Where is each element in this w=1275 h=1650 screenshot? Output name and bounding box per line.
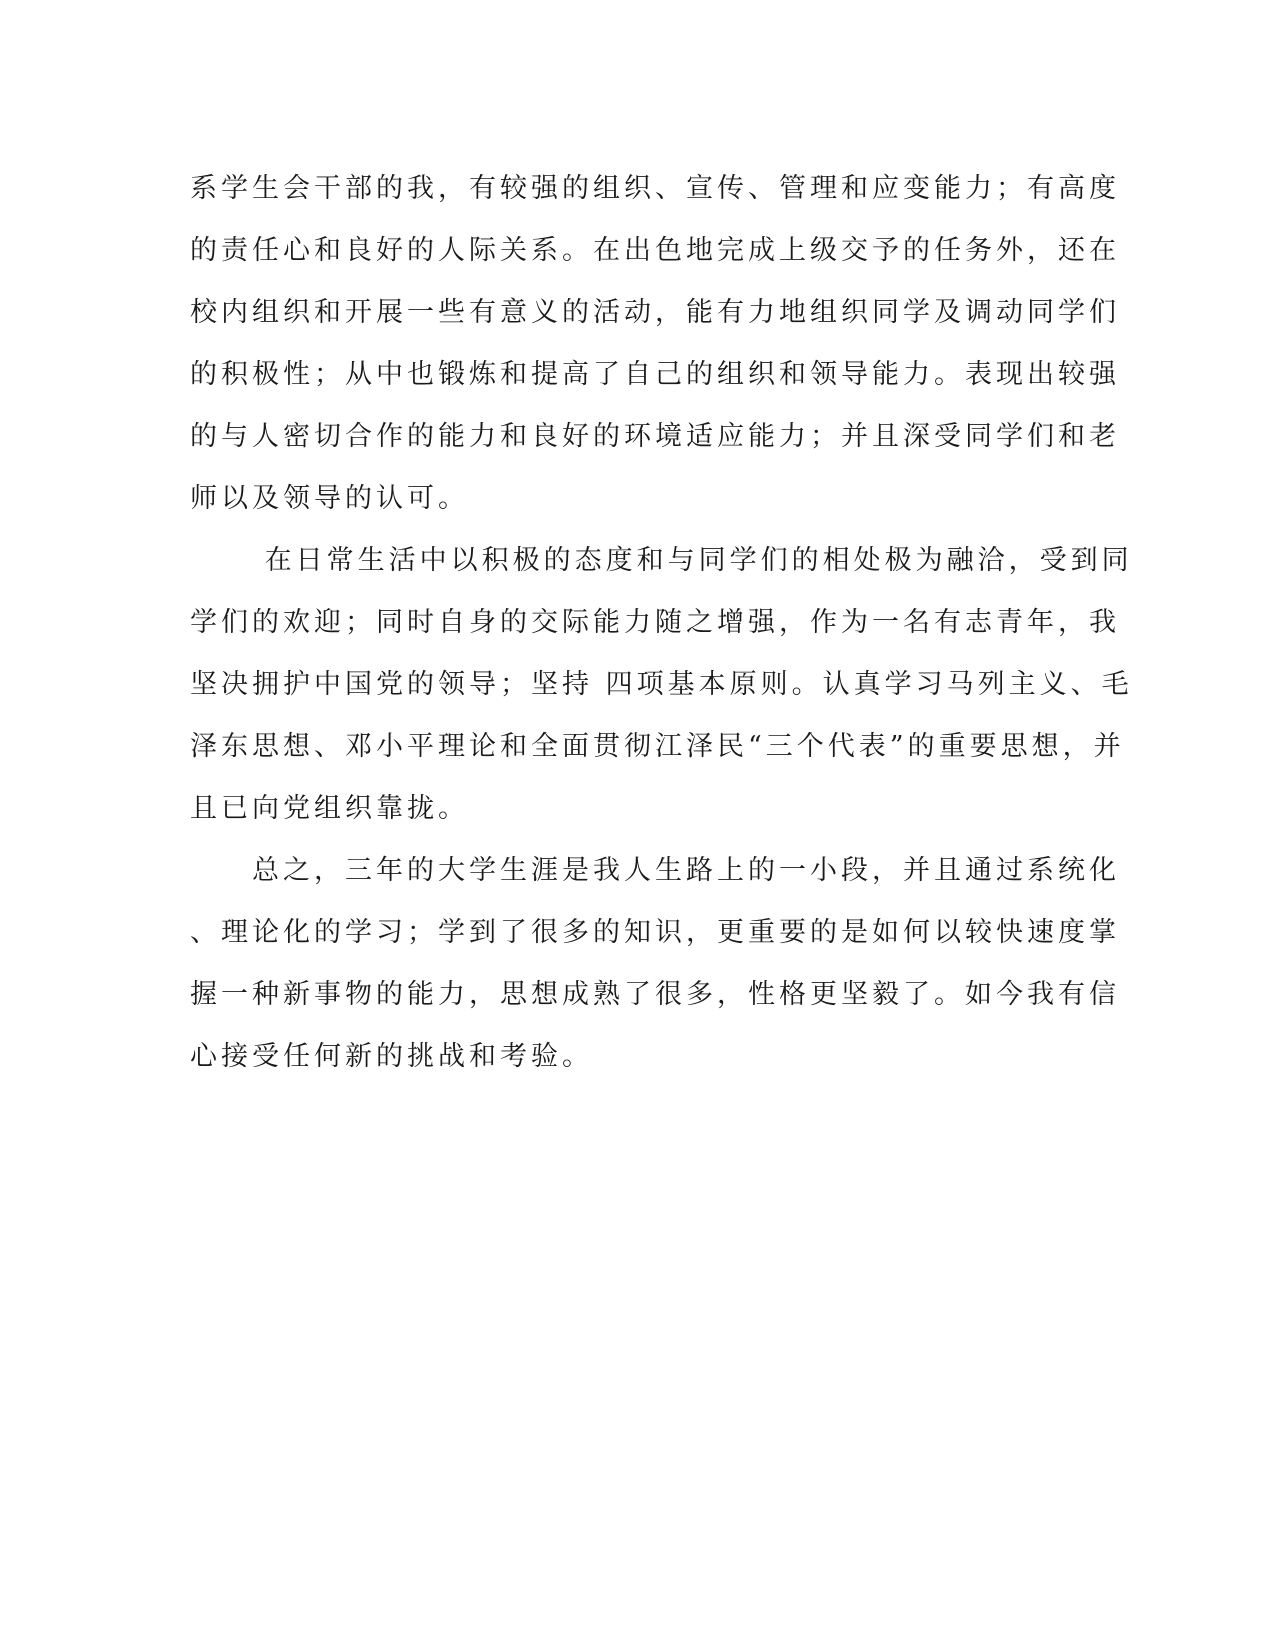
text-line: 的责任心和良好的人际关系。在出色地完成上级交予的任务外，还在 <box>190 235 1120 266</box>
paragraph-3 <box>190 840 1120 1088</box>
text-line: 在日常生活中以积极的态度和与同学们的相处极为融洽，受到同 <box>190 545 1133 576</box>
text-line: 的积极性；从中也锻炼和提高了自己的组织和领导能力。表现出较强 <box>190 359 1120 390</box>
text-line: 、理论化的学习；学到了很多的知识，更重要的是如何以较快速度掌 <box>190 917 1120 948</box>
text-line: 握一种新事物的能力，思想成熟了很多，性格更坚毅了。如今我有信 <box>190 979 1120 1010</box>
text-line: 泽东思想、邓小平理论和全面贯彻江泽民“三个代表”的重要思想，并 <box>190 731 1125 762</box>
document-body <box>190 158 1133 1088</box>
text-line: 校内组织和开展一些有意义的活动，能有力地组织同学及调动同学们 <box>190 297 1120 328</box>
text-line: 总之，三年的大学生涯是我人生路上的一小段，并且通过系统化 <box>190 855 1120 886</box>
text-line: 系学生会干部的我，有较强的组织、宣传、管理和应变能力；有高度 <box>190 173 1120 204</box>
paragraph-2 <box>190 530 1133 840</box>
paragraph-1 <box>190 158 1120 530</box>
text-line: 学们的欢迎；同时自身的交际能力随之增强，作为一名有志青年，我 <box>190 607 1120 638</box>
text-line: 师以及领导的认可。 <box>190 483 469 514</box>
text-line: 且已向党组织靠拢。 <box>190 793 469 824</box>
text-line: 心接受任何新的挑战和考验。 <box>190 1041 593 1072</box>
text-line: 的与人密切合作的能力和良好的环境适应能力；并且深受同学们和老 <box>190 421 1120 452</box>
text-line: 坚决拥护中国党的领导；坚持 四项基本原则。认真学习马列主义、毛 <box>190 669 1133 700</box>
